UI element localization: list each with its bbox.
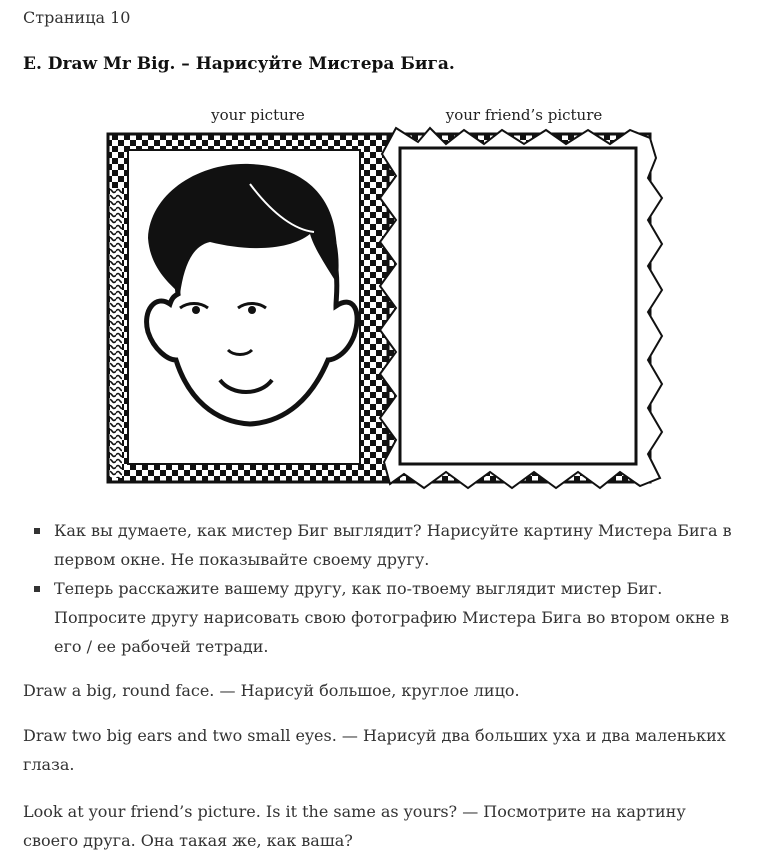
list-item: Как вы думаете, как мистер Биг выглядит? Нарисуйте картину Мистера Бига в первом окне. Не показывайте своему другу. bbox=[30, 516, 750, 574]
instruction-list bbox=[30, 516, 750, 661]
picture-frames bbox=[100, 98, 670, 490]
exercise-illustration bbox=[100, 98, 670, 490]
paragraph-ears-eyes: Draw two big ears and two small eyes. — Нарисуй два больших уха и два маленьких глаза. bbox=[23, 726, 726, 774]
paragraph-round-face: Draw a big, round face. — Нарисуй большое, круглое лицо. bbox=[23, 681, 520, 700]
left-caption: your picture bbox=[211, 106, 305, 124]
list-item: Теперь расскажите вашему другу, как по-твоему выглядит мистер Биг. Попросите другу нарисовать свою фотографию Мистера Бига во втором окне в его / ее рабочей тетради. bbox=[30, 574, 750, 661]
right-caption: your friend’s picture bbox=[445, 106, 603, 124]
page-label: Страница 10 bbox=[23, 8, 131, 27]
exercise-heading: E. Draw Mr Big. – Нарисуйте Мистера Бига. bbox=[23, 54, 455, 74]
friends-picture-frame bbox=[380, 128, 662, 488]
paragraph-compare: Look at your friend’s picture. Is it the same as yours? — Посмотрите на картину своего друга. Она такая же, как ваша? bbox=[23, 802, 686, 850]
